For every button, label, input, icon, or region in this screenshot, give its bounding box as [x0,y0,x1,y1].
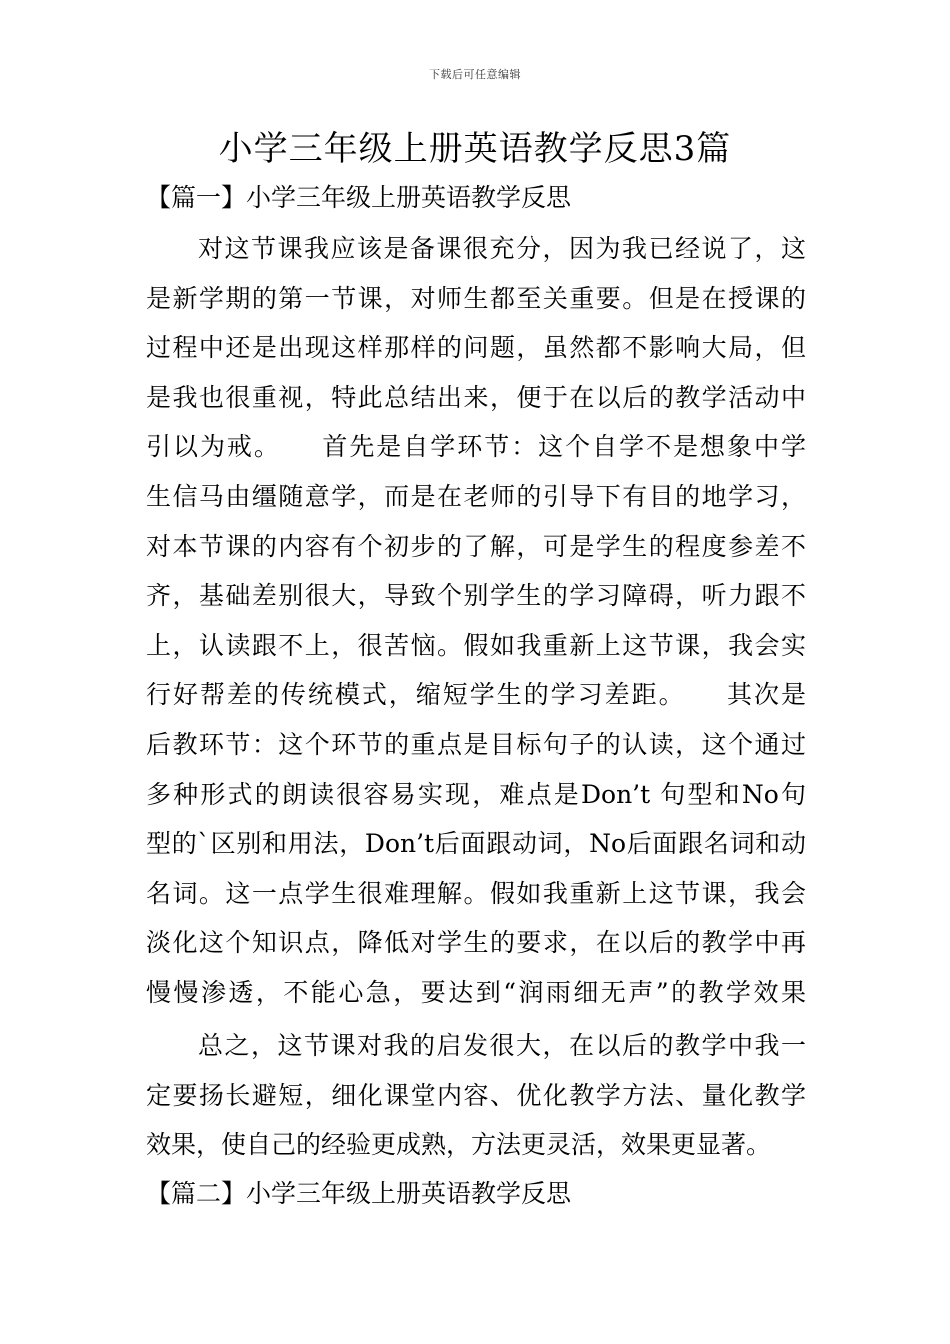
paragraph-line: 行好帮差的传统模式，缩短学生的学习差距。 其次是 [146,680,806,710]
paragraph-line: 多种形式的朗读很容易实现，难点是Don’t 句型和No句 [146,779,806,809]
header-note: 下载后可任意编辑 [429,68,521,81]
paragraph-line: 总之，这节课对我的启发很大，在以后的教学中我一 [198,1031,806,1060]
section-heading-1: 【篇一】小学三年级上册英语教学反思 [146,183,572,212]
section-heading-2: 【篇二】小学三年级上册英语教学反思 [146,1179,572,1208]
paragraph-line: 生信马由缰随意学，而是在老师的引导下有目的地学习， [146,481,806,511]
paragraph-line: 定要扬长避短，细化课堂内容、优化教学方法、量化教学 [146,1080,806,1110]
paragraph-line: 过程中还是出现这样那样的问题，虽然都不影响大局，但 [146,333,806,363]
paragraph-line: 是我也很重视，特此总结出来，便于在以后的教学活动中 [146,382,806,412]
paragraph-1 [146,224,806,1018]
paragraph-line: 对这节课我应该是备课很充分，因为我已经说了，这 [198,234,806,263]
paragraph-line: 齐，基础差别很大，导致个别学生的学习障碍，听力跟不 [146,581,806,611]
paragraph-line: 慢慢渗透，不能心急，要达到“润雨细无声”的教学效果 [146,977,806,1007]
paragraph-line: 名词。这一点学生很难理解。假如我重新上这节课，我会 [146,878,806,908]
paragraph-line: 是新学期的第一节课，对师生都至关重要。但是在授课的 [146,283,806,313]
paragraph-line: 对本节课的内容有个初步的了解，可是学生的程度参差不 [146,531,806,561]
paragraph-line: 型的`区别和用法，Don’t后面跟动词，No后面跟名词和动 [146,829,806,859]
paragraph-2 [146,1021,806,1170]
paragraph-line: 引以为戒。 首先是自学环节：这个自学不是想象中学 [146,432,806,462]
paragraph-line: 后教环节：这个环节的重点是目标句子的认读，这个通过 [146,729,806,759]
paragraph-line: 效果，使自己的经验更成熟，方法更灵活，效果更显著。 [146,1130,772,1160]
paragraph-line: 淡化这个知识点，降低对学生的要求，在以后的教学中再 [146,928,806,958]
paragraph-line: 上，认读跟不上，很苦恼。假如我重新上这节课，我会实 [146,630,806,660]
document-title: 小学三年级上册英语教学反思3篇 [218,129,732,169]
